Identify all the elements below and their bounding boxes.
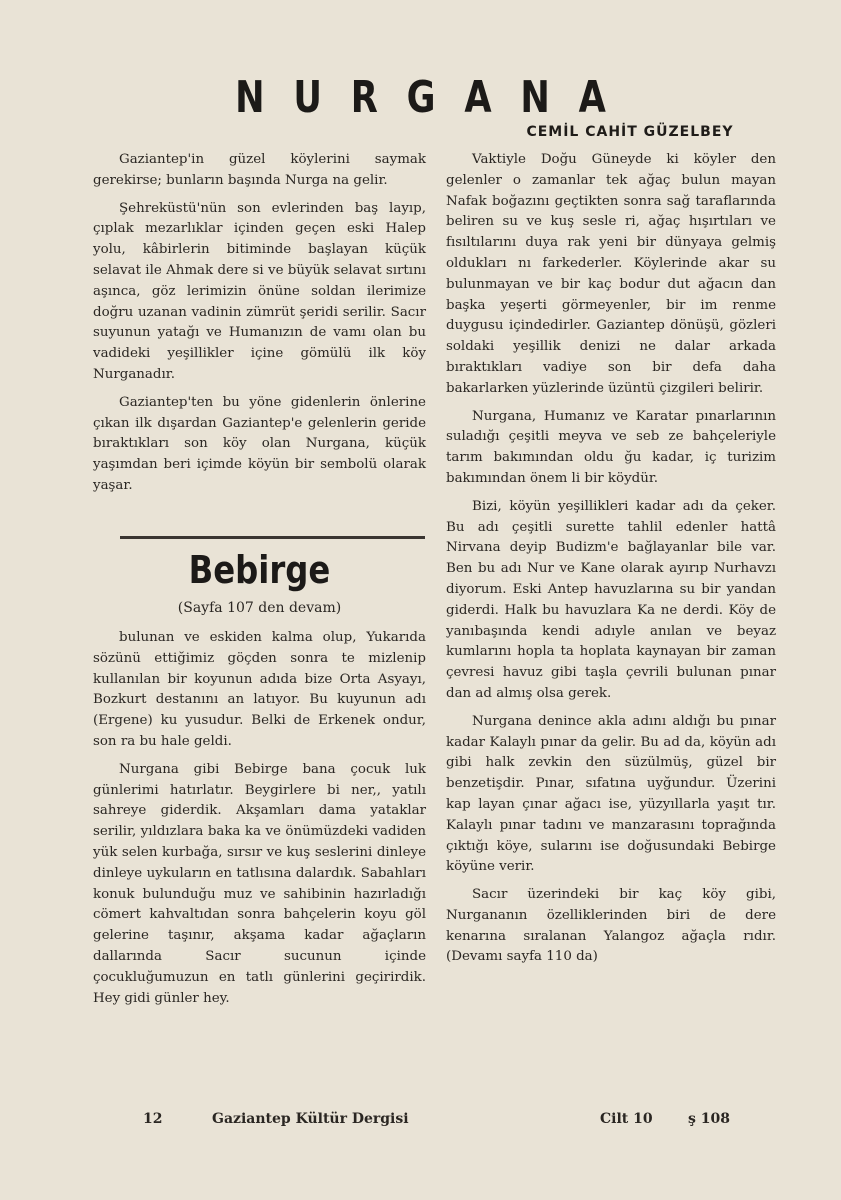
volume-label: Cilt 10 — [600, 1111, 653, 1127]
paragraph: Vaktiyle Doğu Güneyde ki köyler den gelenler o zamanlar tek ağaç bulun mayan Nafak boğazını geçtikten sonra sağ taraflarında beliren su ve kuş sesle ri, ağaç hışırtıları ve fısıltılarını duya rak yeni bir dünyaya gelmiş oldukları nı farkederler. Köylerinde akar su bulunmayan ve bir kaç bodur dut ağacın dan başka yeşerti görmeyenler, bir im renme duygusu içindedirler. Gaziantep dönüşü, gözleri soldaki yeşillik denizi ne dalar arkada bıraktıkları vadiye son bir defa daha bakarlarken yüzlerinde üzüntü çizgileri belirir. — [446, 152, 776, 396]
paragraph: Şehreküstü'nün son evlerinden baş layıp, çıplak mezarlıklar içinden geçen eski Halep yolu, kâbirlerin bitiminde başlayan küçük selavat ile Ahmak dere si ve büyük selavat sırtını aşınca, göz lerimizin önüne soldan ilerimize doğru uzanan vadinin zümrüt şeridi serilir. Sacır suyunun yatağı ve Humanızın de vamı olan bu vadideki yeşillikler içine gömülü ilk köy Nurganadır. — [93, 200, 426, 382]
continuation-note: (Sayfa 107 den devam) — [177, 600, 342, 616]
section-divider — [120, 536, 425, 539]
section-title: Bebirge — [188, 548, 331, 592]
left-column-bottom — [93, 628, 426, 1009]
paragraph: Nurgana denince akla adını aldığı bu pınar kadar Kalaylı pınar da gelir. Bu ad da, köyün adı gibi halk zevkin den süzülmüş, güzel bir benzetişdir. Pınar, sıfatına uyğundur. Üzerini kap layan çınar ağacı ise, yüzyıllarla yaşıt tır. Kalaylı pınar tadını ve manzarasını toprağında çıktığı köye, sularını ise doğusundaki Bebirge köyüne verir. — [446, 713, 776, 875]
paragraph: Sacır üzerindeki bir kaç köy gibi, Nurgananın özelliklerinden biri de dere kenarına sıralanan Yalangoz ağaçla rıdır. (Devamı sayfa 110 da) — [446, 887, 776, 965]
paragraph: Gaziantep'ten bu yöne gidenlerin önlerine çıkan ilk dışardan Gaziantep'e gelenlerin geride bıraktıkları son köy olan Nurgana, küçük yaşımdan beri içimde köyün bir sembolü olarak yaşar. — [93, 394, 426, 493]
issue-number: ş 108 — [688, 1111, 730, 1127]
paragraph: Nurgana, Humanız ve Karatar pınarlarının suladığı çeşitli meyva ve seb ze bahçeleriyle tarım bakımından oldu ğu kadar, iç turizim bakımından önem li bir köydür. — [446, 408, 776, 486]
paragraph: Nurgana gibi Bebirge bana çocuk luk günlerimi hatırlatır. Beygirlere bi ner,, yatılı sahreye giderdik. Akşamları dama yataklar serilir, yıldızlara baka ka ve önümüzdeki vadiden yük selen kurbağa, sırsır ve kuş seslerini dinleye dinleye uykuların en tatlısına dalardık. Sabahları konuk bulunduğu muz ve sahibinin hazırladığı cömert kahvaltıdan sonra bahçelerin koyu göl gelerine taşınır, akşama kadar ağaçların dallarında Sacır sucunun içinde çocukluğumuzun en tatlı günlerini geçirirdik. Hey gidi günler hey. — [93, 761, 426, 1006]
paragraph: Bizi, köyün yeşillikleri kadar adı da çeker. Bu adı çeşitli surette tahlil edenler hattâ Nirvana deyip Budizm'e bağlayanlar bile var. Ben bu adı Nur ve Kane olarak ayırıp Nurhavzı diyorum. Eski Antep havuzlarına su bir yandan giderdi. Halk bu havuzlara Ka ne derdi. Köy de yanıbaşında kendi adıyle anılan ve beyaz kumlarını hopla ta hoplata kaynayan bir zaman çevresi havuz gibi taşla çevrili bulunan pınar dan ad almış olsa gerek. — [446, 498, 776, 701]
page-number: 12 — [143, 1111, 163, 1127]
page-footer — [0, 1111, 841, 1133]
article-title: NURGANA — [235, 72, 635, 123]
paragraph: Gaziantep'in güzel köylerini saymak gerekirse; bunların başında Nurga na gelir. — [93, 152, 426, 188]
article-author: CEMİL CAHİT GÜZELBEY — [526, 124, 734, 140]
magazine-name: Gaziantep Kültür Dergisi — [212, 1111, 409, 1127]
paragraph: bulunan ve eskiden kalma olup, Yukarıda sözünü ettiğimiz göçden sonra te mizlenip kullanılan bir koyunun adıda bize Orta Asyayı, Bozkurt destanını an latıyor. Bu kuyunun adı (Ergene) ku yusudur. Belki de Erkenek ondur, son ra bu hale geldi. — [93, 630, 426, 749]
left-column-top — [93, 150, 426, 497]
right-column — [446, 150, 776, 968]
